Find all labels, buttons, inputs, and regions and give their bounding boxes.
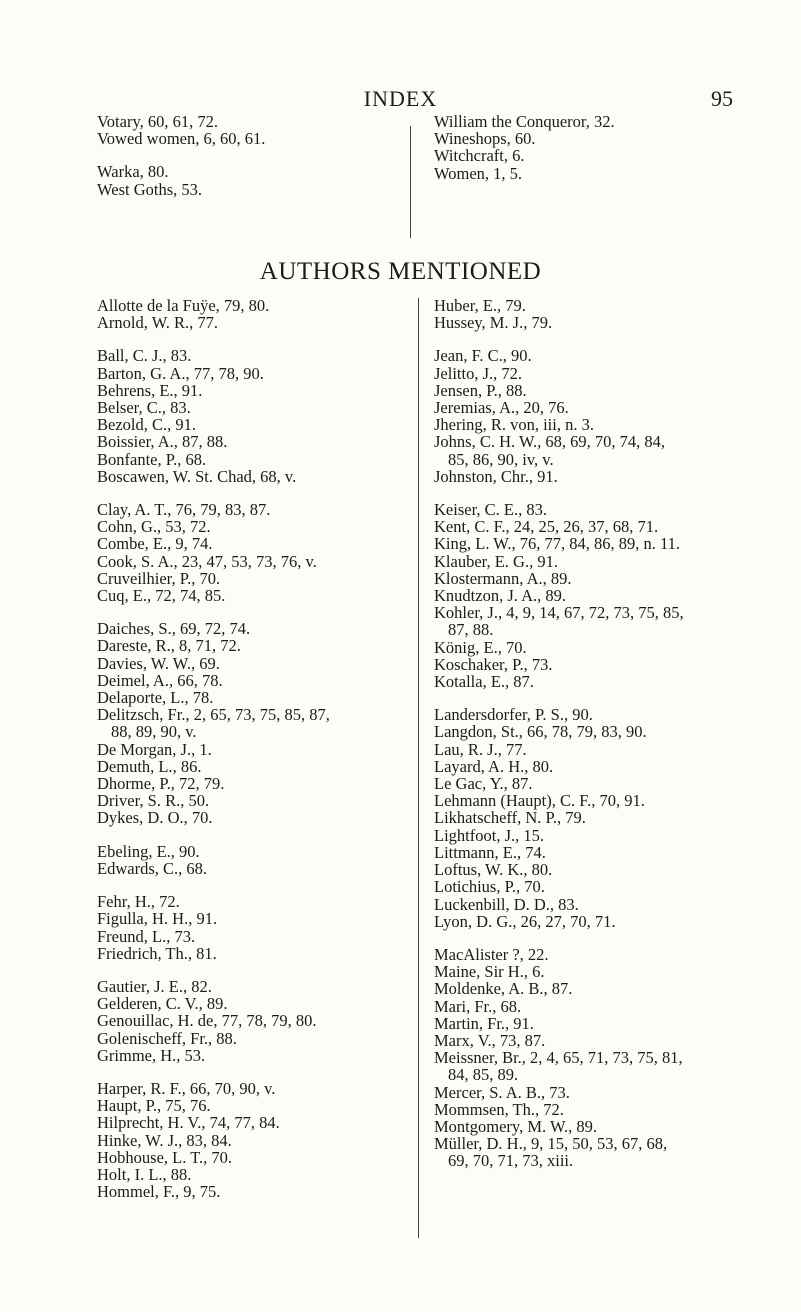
index-entry: Lotichius, P., 70. [434, 877, 545, 897]
index-entry: Edwards, C., 68. [97, 858, 207, 878]
index-entry: Arnold, W. R., 77. [97, 313, 219, 333]
index-entry: Figulla, H. H., 91. [97, 909, 218, 929]
index-entry: Friedrich, Th., 81. [97, 943, 217, 963]
index-entry: Boscawen, W. St. Chad, 68, v. [97, 466, 297, 486]
index-entry: Gautier, J. E., 82. [97, 976, 212, 996]
index-entry: Women, 1, 5. [434, 163, 523, 183]
index-entry: Dykes, D. O., 70. [97, 808, 213, 828]
group-spacer [97, 962, 330, 978]
index-entry: Martin, Fr., 91. [434, 1013, 534, 1033]
group-spacer [434, 690, 684, 706]
top-index-left-column [97, 113, 265, 198]
index-entry: Likhatscheff, N. P., 79. [434, 808, 586, 828]
index-entry: Cohn, G., 53, 72. [97, 517, 211, 537]
index-entry: Daiches, S., 69, 72, 74. [97, 619, 251, 639]
index-entry: Warka, 80. [97, 162, 169, 182]
index-entry: Deimel, A., 66, 78. [97, 670, 223, 690]
index-entry: Kohler, J., 4, 9, 14, 67, 72, 73, 75, 85, [434, 603, 684, 623]
index-entry: Cook, S. A., 23, 47, 53, 73, 76, v. [97, 551, 317, 571]
index-entry: Koschaker, P., 73. [434, 654, 553, 674]
index-entry: Le Gac, Y., 87. [434, 774, 533, 794]
index-entry: Hussey, M. J., 79. [434, 313, 553, 333]
index-entry: King, L. W., 76, 77, 84, 86, 89, n. 11. [434, 534, 680, 554]
index-entry: Layard, A. H., 80. [434, 756, 554, 776]
index-entry: Kotalla, E., 87. [434, 672, 534, 692]
index-entry: Hinke, W. J., 83, 84. [97, 1130, 232, 1150]
group-spacer [97, 1064, 330, 1080]
index-entry: König, E., 70. [434, 637, 527, 657]
index-entry: Votary, 60, 61, 72. [97, 112, 218, 131]
index-entry: Littmann, E., 74. [434, 842, 546, 862]
index-entry: Kent, C. F., 24, 25, 26, 37, 68, 71. [434, 517, 659, 537]
index-entry: West Goths, 53. [97, 179, 203, 199]
index-entry: Hommel, F., 9, 75. [97, 1182, 221, 1202]
group-spacer [97, 147, 265, 163]
group-spacer [97, 877, 330, 893]
column-divider-bottom [418, 298, 419, 1238]
index-entry: Freund, L., 73. [97, 926, 196, 946]
index-entry: Delitzsch, Fr., 2, 65, 73, 75, 85, 87, [97, 705, 330, 725]
index-entry-continuation: 87, 88. [448, 620, 494, 640]
index-entry: Moldenke, A. B., 87. [434, 979, 573, 999]
group-spacer [97, 604, 330, 620]
index-entry-continuation: 85, 86, 90, iv, v. [448, 449, 554, 469]
index-entry: Witchcraft, 6. [434, 146, 525, 166]
index-entry: Gelderen, C. V., 89. [97, 994, 228, 1014]
index-entry: De Morgan, J., 1. [97, 739, 212, 759]
index-entry: Behrens, E., 91. [97, 380, 203, 400]
column-divider-top [410, 126, 411, 238]
index-entry: Knudtzon, J. A., 89. [434, 586, 566, 606]
index-entry: Clay, A. T., 76, 79, 83, 87. [97, 500, 271, 520]
index-entry: Langdon, St., 66, 78, 79, 83, 90. [434, 722, 647, 742]
index-entry: Belser, C., 83. [97, 398, 191, 418]
index-entry: Haupt, P., 75, 76. [97, 1096, 211, 1116]
index-entry: Müller, D. H., 9, 15, 50, 53, 67, 68, [434, 1134, 668, 1154]
section-title: AUTHORS MENTIONED [259, 258, 542, 285]
index-entry: Luckenbill, D. D., 83. [434, 894, 579, 914]
group-spacer [434, 485, 684, 501]
index-entry: Loftus, W. K., 80. [434, 860, 553, 880]
index-entry: Johns, C. H. W., 68, 69, 70, 74, 84, [434, 432, 666, 452]
index-entry: Jensen, P., 88. [434, 380, 527, 400]
index-entry: William the Conqueror, 32. [434, 112, 615, 131]
index-entry: Holt, I. L., 88. [97, 1164, 192, 1184]
group-spacer [97, 485, 330, 501]
index-entry-continuation: 84, 85, 89. [448, 1065, 519, 1085]
group-spacer [97, 827, 330, 843]
index-entry: Bezold, C., 91. [97, 415, 196, 435]
index-entry: Hilprecht, H. V., 74, 77, 84. [97, 1113, 280, 1133]
index-entry: Meissner, Br., 2, 4, 65, 71, 73, 75, 81, [434, 1048, 683, 1068]
index-entry: Mercer, S. A. B., 73. [434, 1082, 570, 1102]
index-entry: Maine, Sir H., 6. [434, 962, 545, 982]
index-entry-continuation: 88, 89, 90, v. [111, 722, 197, 742]
index-entry: Grimme, H., 53. [97, 1045, 206, 1065]
index-entry: Fehr, H., 72. [97, 892, 180, 912]
index-entry: Mari, Fr., 68. [434, 996, 522, 1016]
index-entry: Genouillac, H. de, 77, 78, 79, 80. [97, 1011, 317, 1031]
index-entry: Lyon, D. G., 26, 27, 70, 71. [434, 911, 616, 931]
index-entry: Golenischeff, Fr., 88. [97, 1028, 237, 1048]
index-entry: Johnston, Chr., 91. [434, 466, 558, 486]
index-entry: Wineshops, 60. [434, 129, 536, 149]
index-entry: Jhering, R. von, iii, n. 3. [434, 415, 594, 435]
index-entry: Allotte de la Fuÿe, 79, 80. [97, 296, 270, 315]
index-entry: Huber, E., 79. [434, 296, 526, 315]
index-entry: Davies, W. W., 69. [97, 653, 220, 673]
running-head: INDEX [363, 86, 438, 111]
index-entry: Dareste, R., 8, 71, 72. [97, 636, 241, 656]
index-entry-continuation: 69, 70, 71, 73, xiii. [448, 1151, 574, 1171]
group-spacer [434, 930, 684, 946]
index-entry: Klauber, E. G., 91. [434, 551, 558, 571]
group-spacer [97, 331, 330, 347]
top-index-right-column [434, 113, 615, 182]
index-entry: Keiser, C. E., 83. [434, 500, 547, 520]
index-entry: Mommsen, Th., 72. [434, 1099, 564, 1119]
index-entry: Marx, V., 73, 87. [434, 1030, 546, 1050]
index-entry: Klostermann, A., 89. [434, 568, 572, 588]
index-entry: Lau, R. J., 77. [434, 739, 527, 759]
index-entry: Vowed women, 6, 60, 61. [97, 129, 266, 149]
index-entry: Combe, E., 9, 74. [97, 534, 213, 554]
index-entry: Ebeling, E., 90. [97, 841, 200, 861]
index-entry: Bonfante, P., 68. [97, 449, 207, 469]
index-entry: Landersdorfer, P. S., 90. [434, 705, 593, 725]
index-entry: Lightfoot, J., 15. [434, 825, 544, 845]
index-entry: Dhorme, P., 72, 79. [97, 774, 225, 794]
group-spacer [434, 331, 684, 347]
index-entry: Barton, G. A., 77, 78, 90. [97, 363, 264, 383]
index-entry: Lehmann (Haupt), C. F., 70, 91. [434, 791, 645, 811]
index-entry: Hobhouse, L. T., 70. [97, 1147, 233, 1167]
index-entry: Jeremias, A., 20, 76. [434, 398, 569, 418]
authors-right-column [434, 297, 684, 1170]
index-entry: Boissier, A., 87, 88. [97, 432, 228, 452]
index-entry: Demuth, L., 86. [97, 756, 202, 776]
authors-left-column [97, 297, 330, 1200]
index-entry: Cuq, E., 72, 74, 85. [97, 586, 226, 606]
index-entry: Driver, S. R., 50. [97, 791, 210, 811]
index-entry: Jean, F. C., 90. [434, 346, 532, 366]
index-entry: Ball, C. J., 83. [97, 346, 192, 366]
index-entry: Cruveilhier, P., 70. [97, 568, 221, 588]
index-entry: Harper, R. F., 66, 70, 90, v. [97, 1078, 276, 1098]
index-entry: Montgomery, M. W., 89. [434, 1116, 598, 1136]
index-entry: Jelitto, J., 72. [434, 363, 523, 383]
page-number: 95 [711, 86, 733, 111]
index-entry: Delaporte, L., 78. [97, 688, 214, 708]
index-entry: MacAlister ?, 22. [434, 944, 549, 964]
